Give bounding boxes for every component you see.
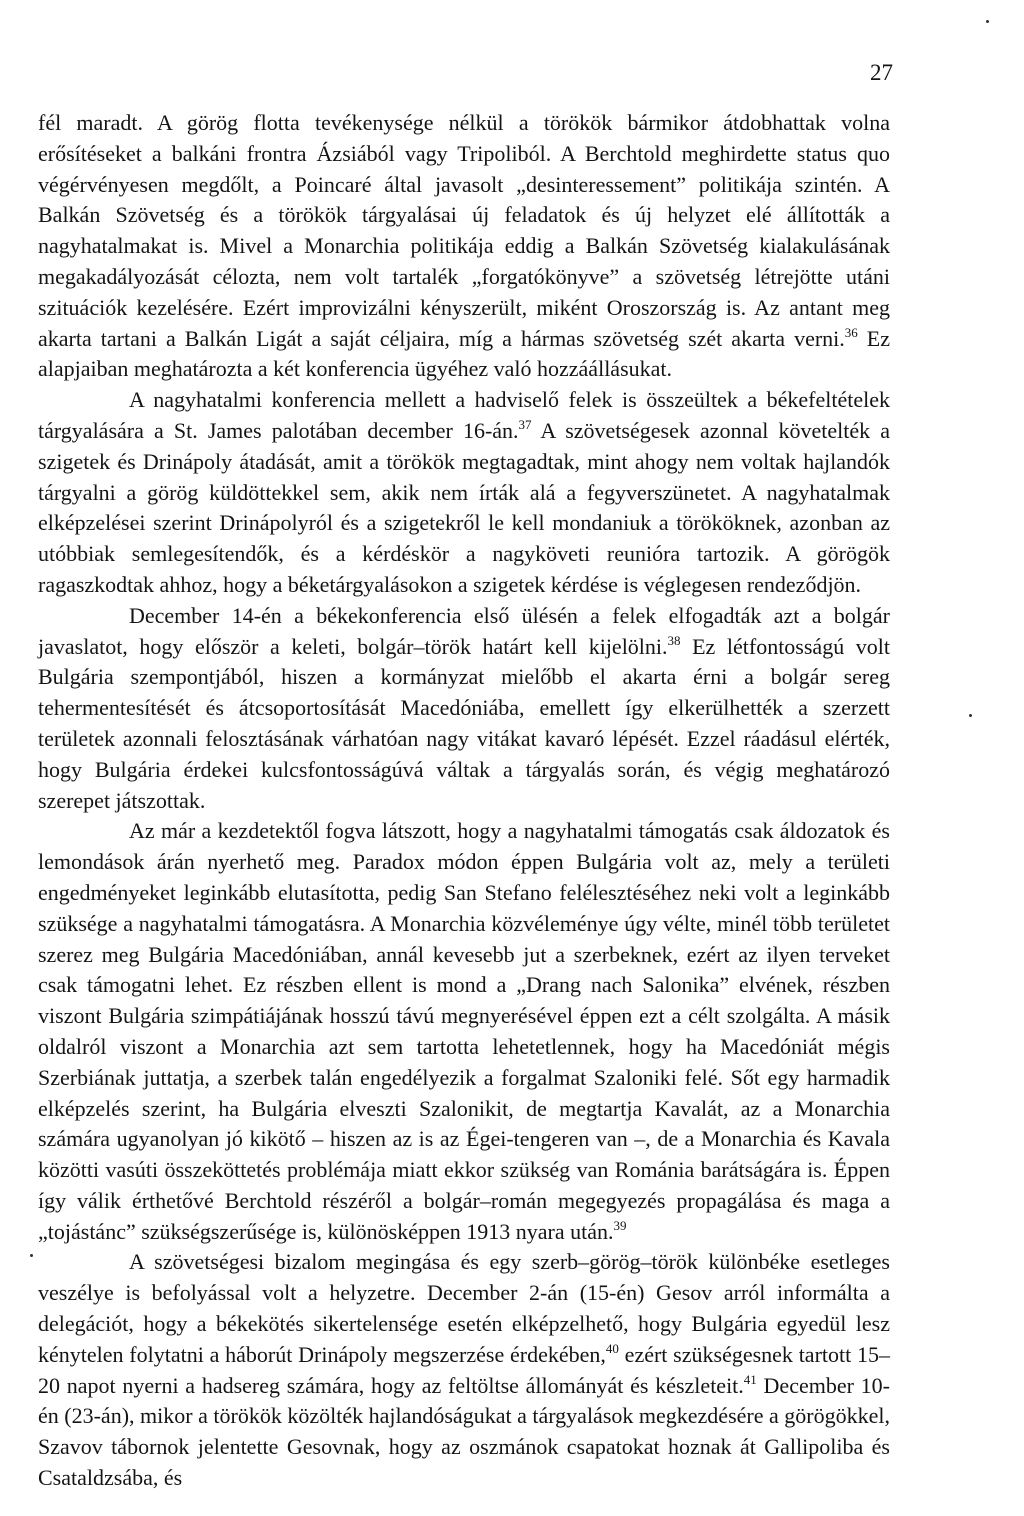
page-number: 27 <box>870 60 893 85</box>
footnote-ref: 41 <box>743 1371 757 1387</box>
paragraph <box>38 108 890 385</box>
paragraph-text: Ez létfontosságú volt Bulgária szempontjából, hiszen a kormányzat mielőbb el akarta érni a bolgár sereg tehermentesítését és átcsoportosítását Macedóniába, emellett így elkerülhették a szerzett területek azonnali felosztásának várhatóan nagy vitákat kavaró lépését. Ezzel ráadásul elérték, hogy Bulgária érdekei kulcsfontosságúvá váltak a tárgyalás során, és végig meghatározó szerepet játszottak. <box>38 633 890 813</box>
paragraph <box>38 816 890 1247</box>
scan-speck <box>30 1254 33 1257</box>
paragraph-text: A szövetségesi bizalom megingása és egy szerb–görög–török különbéke esetleges veszélye is befolyással volt a helyzetre. December 2-án (15-én) Gesov arról informálta a delegációt, hogy a békekötés sikertelensége esetén elképzelhető, hogy Bulgária egyedül lesz kénytelen folytatni a háborút Drinápoly megszerzése érdekében, <box>38 1249 890 1367</box>
footnote-ref: 37 <box>518 416 532 432</box>
paragraph-text: Az már a kezdetektől fogva látszott, hogy a nagyhatalmi támogatás csak áldozatok és lemondások árán nyerhető meg. Paradox módon éppen Bulgária volt az, mely a területi engedményeket leginkább elutasította, pedig San Stefano felélesztéséhez neki volt a leginkább szüksége a nagyhatalmi támogatásra. A Monarchia közvéleménye úgy vélte, minél több területet szerez meg Bulgária Macedóniában, annál kevesebb jut a szerbeknek, ezért az ilyen terveket csak támogatni lehet. Ez részben ellent is mond a „Drang nach Salonika” elvének, részben viszont Bulgária szimpátiájának hosszú távú megnyerésével éppen ezt a célt szolgálta. A másik oldalról viszont a Monarchia azt sem tartotta lehetetlennek, hogy ha Macedóniát mégis Szerbiának juttatja, a szerbek talán engedélyezik a forgalmat Szaloniki felé. Sőt egy harmadik elképzelés szerint, ha Bulgária elveszti Szalonikit, de megtartja Kavalát, az a Monarchia számára ugyanolyan jó kikötő – hiszen az is az Égei-tengeren van –, de a Monarchia és Kavala közötti vasúti összeköttetés problémája miatt ekkor szükség van Románia barátságára is. Éppen így válik érthetővé Berchtold részéről a bolgár–román megegyezés propagálása és maga a „tojástánc” szükségszerűsége is, különösképpen 1913 nyara után. <box>38 818 890 1244</box>
footnote-ref: 36 <box>844 324 858 340</box>
scan-speck <box>986 20 989 23</box>
paragraph-text: A nagyhatalmi konferencia mellett a hadviselő felek is összeültek a békefeltételek tárgyalására a St. James palotában december 16-án. <box>38 387 890 443</box>
paragraph-text: A szövetségesek azonnal követelték a szigetek és Drinápoly átadását, amit a törökök megtagadtak, mint ahogy nem voltak hajlandók tárgyalni a görög küldöttekkel sem, akik nem írták alá a fegyverszünetet. A nagyhatalmak elképzelései szerint Drinápolyról és a szigetekről le kell mondaniuk a törököknek, azonban az utóbbiak semlegesítendők, és a kérdéskör a nagyköveti reunióra tartozik. A görögök ragaszkodtak ahhoz, hogy a béketárgyalásokon a szigetek kérdése is véglegesen rendeződjön. <box>38 417 890 597</box>
paragraph-text: ezért szükségesnek tartott 15–20 napot nyerni a hadsereg számára, hogy az feltöltse állományát és készleteit. <box>38 1341 891 1398</box>
body-text <box>38 108 890 1494</box>
footnote-ref: 40 <box>605 1340 619 1356</box>
footnote-ref: 39 <box>613 1217 627 1233</box>
scan-speck <box>969 714 972 717</box>
paragraph <box>38 601 890 817</box>
footnote-ref: 38 <box>667 632 681 648</box>
paragraph <box>38 385 890 601</box>
paragraph-text: Ez alapjaiban meghatározta a két konferencia ügyéhez való hozzáállásukat. <box>38 325 891 382</box>
paragraph <box>38 1247 890 1493</box>
paragraph-text: fél maradt. A görög flotta tevékenysége nélkül a törökök bármikor átdobhattak volna erősítéseket a balkáni frontra Ázsiából vagy Tripoliból. A Berchtold meghirdette status quo végérvényesen megdőlt, a Poincaré által javasolt „desinteressement” politikája szintén. A Balkán Szövetség és a törökök tárgyalásai új feladatok és új helyzet elé állították a nagyhatalmakat is. Mivel a Monarchia politikája eddig a Balkán Szövetség kialakulásának megakadályozását célozta, nem volt tartalék „forgatókönyve” a szövetség létrejötte utáni szituációk kezelésére. Ezért improvizálni kényszerült, miként Oroszország is. Az antant meg akarta tartani a Balkán Ligát a saját céljaira, míg a hármas szövetség szét akarta verni. <box>38 110 890 351</box>
paragraph-text: December 10-én (23-án), mikor a törökök közölték hajlandóságukat a tárgyalások megkezdésére a görögökkel, Szavov tábornok jelentette Gesovnak, hogy az oszmánok csapatokat hoznak át Gallipoliba és Csataldzsába, és <box>38 1372 890 1491</box>
paragraph-text: December 14-én a békekonferencia első ülésén a felek elfogadták azt a bolgár javaslatot, hogy először a keleti, bolgár–török határt kell kijelölni. <box>38 602 890 659</box>
